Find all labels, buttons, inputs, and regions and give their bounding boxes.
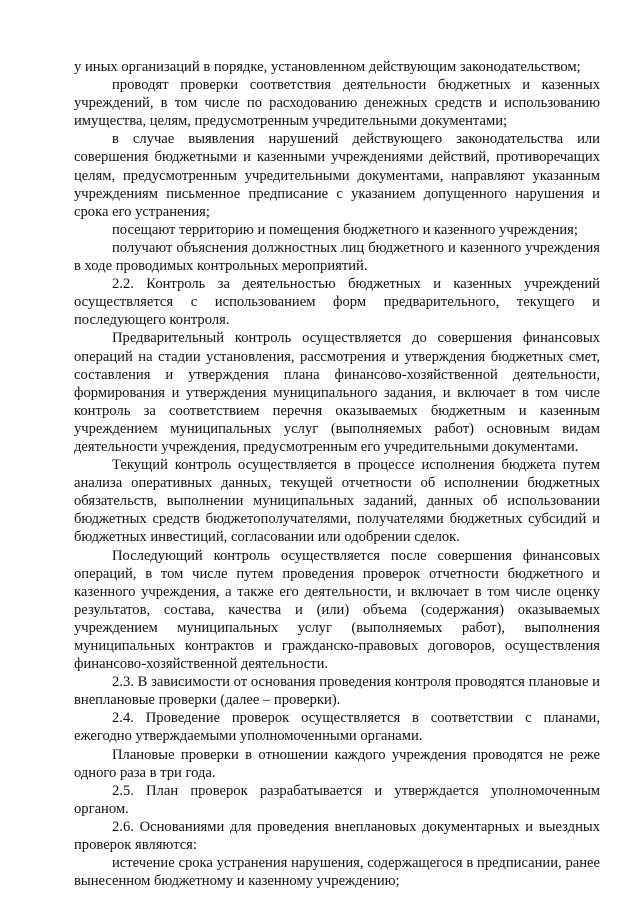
paragraph: проводят проверки соответствия деятельности бюджетных и казенных учреждений, в том числе по расходованию денежных средств и использованию имущества, целям, предусмотренным учредительными документами;	[74, 77, 600, 130]
paragraph: у иных организаций в порядке, установленном действующим законодательством;	[74, 59, 581, 75]
paragraph: в случае выявления нарушений действующего законодательства или совершения бюджетными и казенными учреждениями действий, противоречащих целям, предусмотренным учредительными документами, направляют указанным учреждениям письменное предписание с указанием допущенного нарушения и срока его устранения;	[74, 131, 600, 220]
section-paragraph: 2.5. План проверок разрабатывается и утверждается уполномоченным органом.	[74, 782, 600, 817]
section-paragraph: 2.2. Контроль за деятельностью бюджетных и казенных учреждений осуществляется с использованием форм предварительного, текущего и последующего контроля.	[74, 276, 600, 329]
paragraph: истечение срока устранения нарушения, содержащегося в предписании, ранее вынесенном бюджетному и казенному учреждению;	[74, 855, 600, 890]
section-paragraph: 2.4. Проведение проверок осуществляется в соответствии с планами, ежегодно утверждаемыми уполномоченными органами.	[74, 710, 600, 745]
paragraph: Плановые проверки в отношении каждого учреждения проводятся не реже одного раза в три года.	[74, 746, 600, 781]
paragraph: получают объяснения должностных лиц бюджетного и казенного учреждения в ходе проводимых контрольных мероприятий.	[74, 239, 600, 275]
paragraph: Предварительный контроль осуществляется до совершения финансовых операций на стадии установления, рассмотрения и утверждения бюджетных смет, составления и утверждения плана финансово-хозяйственной деятельности, формирования и утверждения муниципального задания, и включает в том числе контроль за соответствием перечня оказываемых бюджетным и казенным учреждением муниципальных услуг (выполняемых работ) основным видам деятельности учреждения, предусмотренным его учредительными документами.	[74, 330, 600, 455]
paragraph: Последующий контроль осуществляется после совершения финансовых операций, в том числе путем проведения проверок отчетности бюджетного и казенного учреждения, а также его деятельности, и включает в том числе оценку результатов, состава, качества и (или) объема (содержания) оказываемых учреждением муниципальных услуг (выполняемых работ), выполнения муниципальных контрактов и гражданско-правовых договоров, осуществления финансово-хозяйственной деятельности.	[74, 547, 600, 673]
section-paragraph: 2.3. В зависимости от основания проведения контроля проводятся плановые и внеплановые проверки (далее – проверки).	[74, 674, 600, 709]
section-paragraph: 2.6. Основаниями для проведения внеплановых документарных и выездных проверок являются:	[74, 818, 600, 854]
document-page	[74, 58, 600, 890]
paragraph: Текущий контроль осуществляется в процессе исполнения бюджета путем анализа оперативных данных, текущей отчетности об исполнении бюджетных обязательств, выполнении муниципальных заданий, данных об использовании бюджетных средств бюджетополучателями, получателями бюджетных субсидий и бюджетных инвестиций, согласовании или одобрении сделок.	[74, 457, 600, 546]
paragraph: посещают территорию и помещения бюджетного и казенного учреждения;	[112, 221, 578, 238]
